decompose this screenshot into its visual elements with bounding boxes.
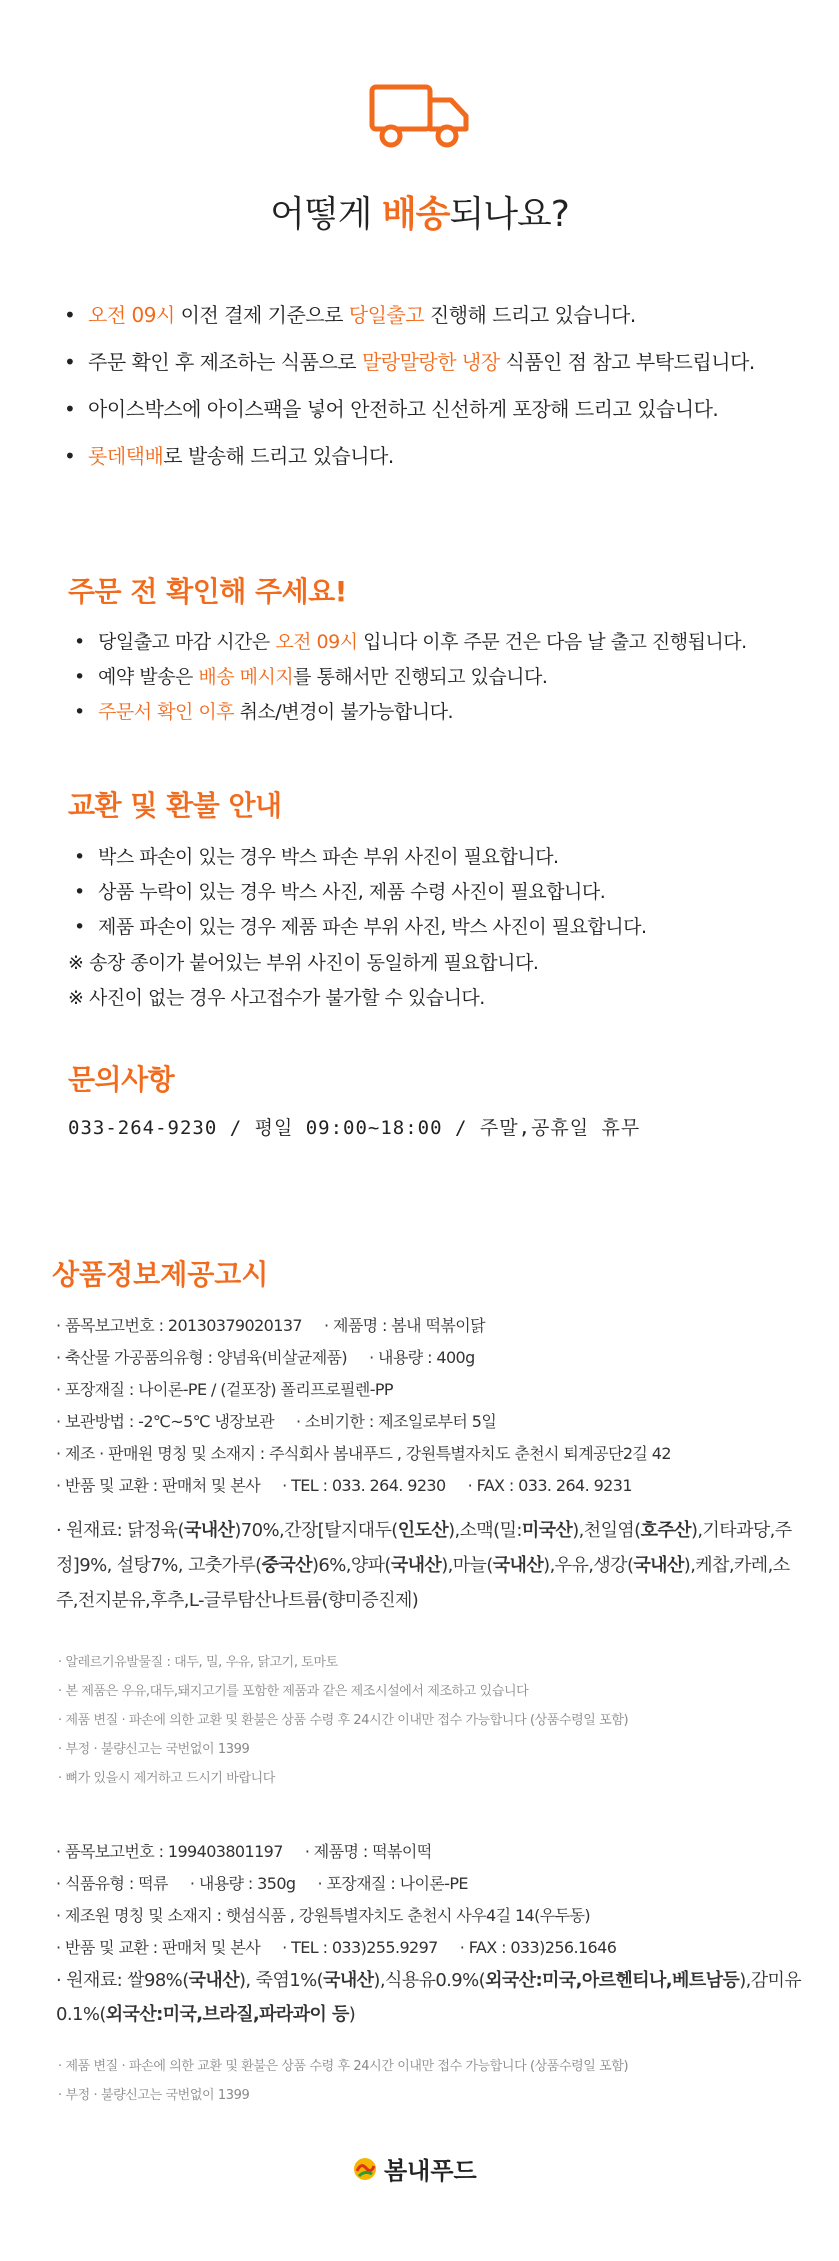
product1-ingredients: · 원재료: 닭정육(국내산)70%,간장[탈지대두(인도산),소맥(밀:미국산),천일염(호주산),기타과당,주정]9%, 설탕7%, 고춧가루(중국산)6%,양파(국내산),마늘(국내산),우유,생강(국내산),케찹,카레,소주,전지분유,후추,L-글루탐산나트륨(향미증진제) [56, 1520, 792, 1611]
contact-title: 문의사항 [68, 1063, 175, 1096]
list-item: • 아이스박스에 아이스팩을 넣어 안전하고 신선하게 포장해 드리고 있습니다. [62, 394, 755, 441]
list-item: • 주문 확인 후 제조하는 식품으로 말랑말랑한 냉장 식품인 점 참고 부탁드립니다. [62, 347, 755, 394]
delivery-title: 어떻게 배송되나요? [270, 194, 569, 235]
info-row: · 식품유형 : 떡류 · 내용량 : 350g · 포장재질 : 나이론-PE [56, 1874, 468, 1893]
list-item: • 예약 발송은 배송 메시지를 통해서만 진행되고 있습니다. [72, 663, 747, 698]
list-item: • 제품 파손이 있는 경우 제품 파손 부위 사진, 박스 사진이 필요합니다. [72, 913, 647, 948]
list-item: • 상품 누락이 있는 경우 박스 사진, 제품 수령 사진이 필요합니다. [72, 878, 647, 913]
product2-info [56, 1836, 616, 1964]
refund-note: ※ 송장 종이가 붙어있는 부위 사진이 동일하게 필요합니다. [68, 952, 539, 974]
product1-notes [58, 1648, 628, 1793]
info-row: · 제조원 명칭 및 소재지 : 햇섬식품 , 강원특별자치도 춘천시 사우4길 14(우두동) [56, 1906, 590, 1925]
info-row: · 반품 및 교환 : 판매처 및 본사 · TEL : 033. 264. 9230 · FAX : 033. 264. 9231 [56, 1476, 632, 1495]
confirm-list [72, 628, 747, 733]
info-row: · 품목보고번호 : 2013037902013​7 · 제품명 : 봄내 떡볶이닭 [56, 1316, 485, 1335]
note-row: · 부정 · 불량신고는 국번없이 1399 [58, 1742, 250, 1757]
info-row: · 축산물 가공품의유형 : 양념육(비살균제품) · 내용량 : 400g [56, 1348, 475, 1367]
list-item: • 박스 파손이 있는 경우 박스 파손 부위 사진이 필요합니다. [72, 843, 647, 878]
brand-name: 봄내푸드 [384, 2157, 477, 2185]
truck-icon [369, 84, 471, 154]
product2-ingredients: · 원재료: 쌀98%(국내산), 죽염1%(국내산),식용유0.9%(외국산:미국,아르헨티나,베트남등),감미유0.1%(외국산:미국,브라질,파라과이 등) [56, 1970, 802, 2025]
list-item: • 오전 09시 이전 결제 기준으로 당일출고 진행해 드리고 있습니다. [62, 300, 755, 347]
note-row: · 본 제품은 우유,대두,돼지고기를 포함한 제품과 같은 제조시설에서 제조하고 있습니다 [58, 1684, 529, 1699]
note-row: · 알레르기유발물질 : 대두, 밀, 우유, 닭고기, 토마토 [58, 1655, 338, 1670]
delivery-list [62, 300, 755, 488]
refund-title: 교환 및 환불 안내 [68, 789, 282, 822]
product2-notes [58, 2052, 628, 2110]
contact-info: 033-264-9230 / 평일 09:00~18:00 / 주말,공휴일 휴무 [68, 1117, 641, 1139]
brand-mark-icon [352, 2156, 378, 2188]
list-item: • 주문서 확인 이후 취소/변경이 불가능합니다. [72, 698, 747, 733]
list-item: • 당일출고 마감 시간은 오전 09시 입니다 이후 주문 건은 다음 날 출고 진행됩니다. [72, 628, 747, 663]
note-row: · 제품 변질 · 파손에 의한 교환 및 환불은 상품 수령 후 24시간 이내만 접수 가능합니다 (상품수령일 포함) [58, 2059, 629, 2074]
info-row: · 보관방법 : -2℃~5℃ 냉장보관 · 소비기한 : 제조일로부터 5일 [56, 1412, 497, 1431]
product1-info [56, 1310, 671, 1502]
note-row: · 뼈가 있을시 제거하고 드시기 바랍니다 [58, 1771, 275, 1786]
info-row: · 포장재질 : 나이론-PE / (겉포장) 폴리프로필렌-PP [56, 1380, 393, 1399]
brand-logo [352, 2151, 477, 2188]
info-row: · 품목보고번호 : 199403801197 · 제품명 : 떡볶이떡 [56, 1842, 432, 1861]
confirm-title: 주문 전 확인해 주세요! [68, 575, 347, 608]
note-row: · 제품 변질 · 파손에 의한 교환 및 환불은 상품 수령 후 24시간 이내만 접수 가능합니다 (상품수령일 포함) [58, 1713, 629, 1728]
note-row: · 부정 · 불량신고는 국번없이 1399 [58, 2088, 250, 2103]
refund-note: ※ 사진이 없는 경우 사고접수가 불가할 수 있습니다. [68, 987, 485, 1009]
info-row: · 반품 및 교환 : 판매처 및 본사 · TEL : 033)255.9297 · FAX : 033)256.1646 [56, 1938, 617, 1957]
info-row: · 제조 · 판매원 명칭 및 소재지 : 주식회사 봄내푸드 , 강원특별자치도 춘천시 퇴계공단2길 42 [56, 1444, 671, 1463]
notice-title: 상품정보제공고시 [52, 1258, 269, 1291]
list-item: • 롯데택배로 발송해 드리고 있습니다. [62, 441, 755, 488]
refund-list [72, 843, 647, 948]
